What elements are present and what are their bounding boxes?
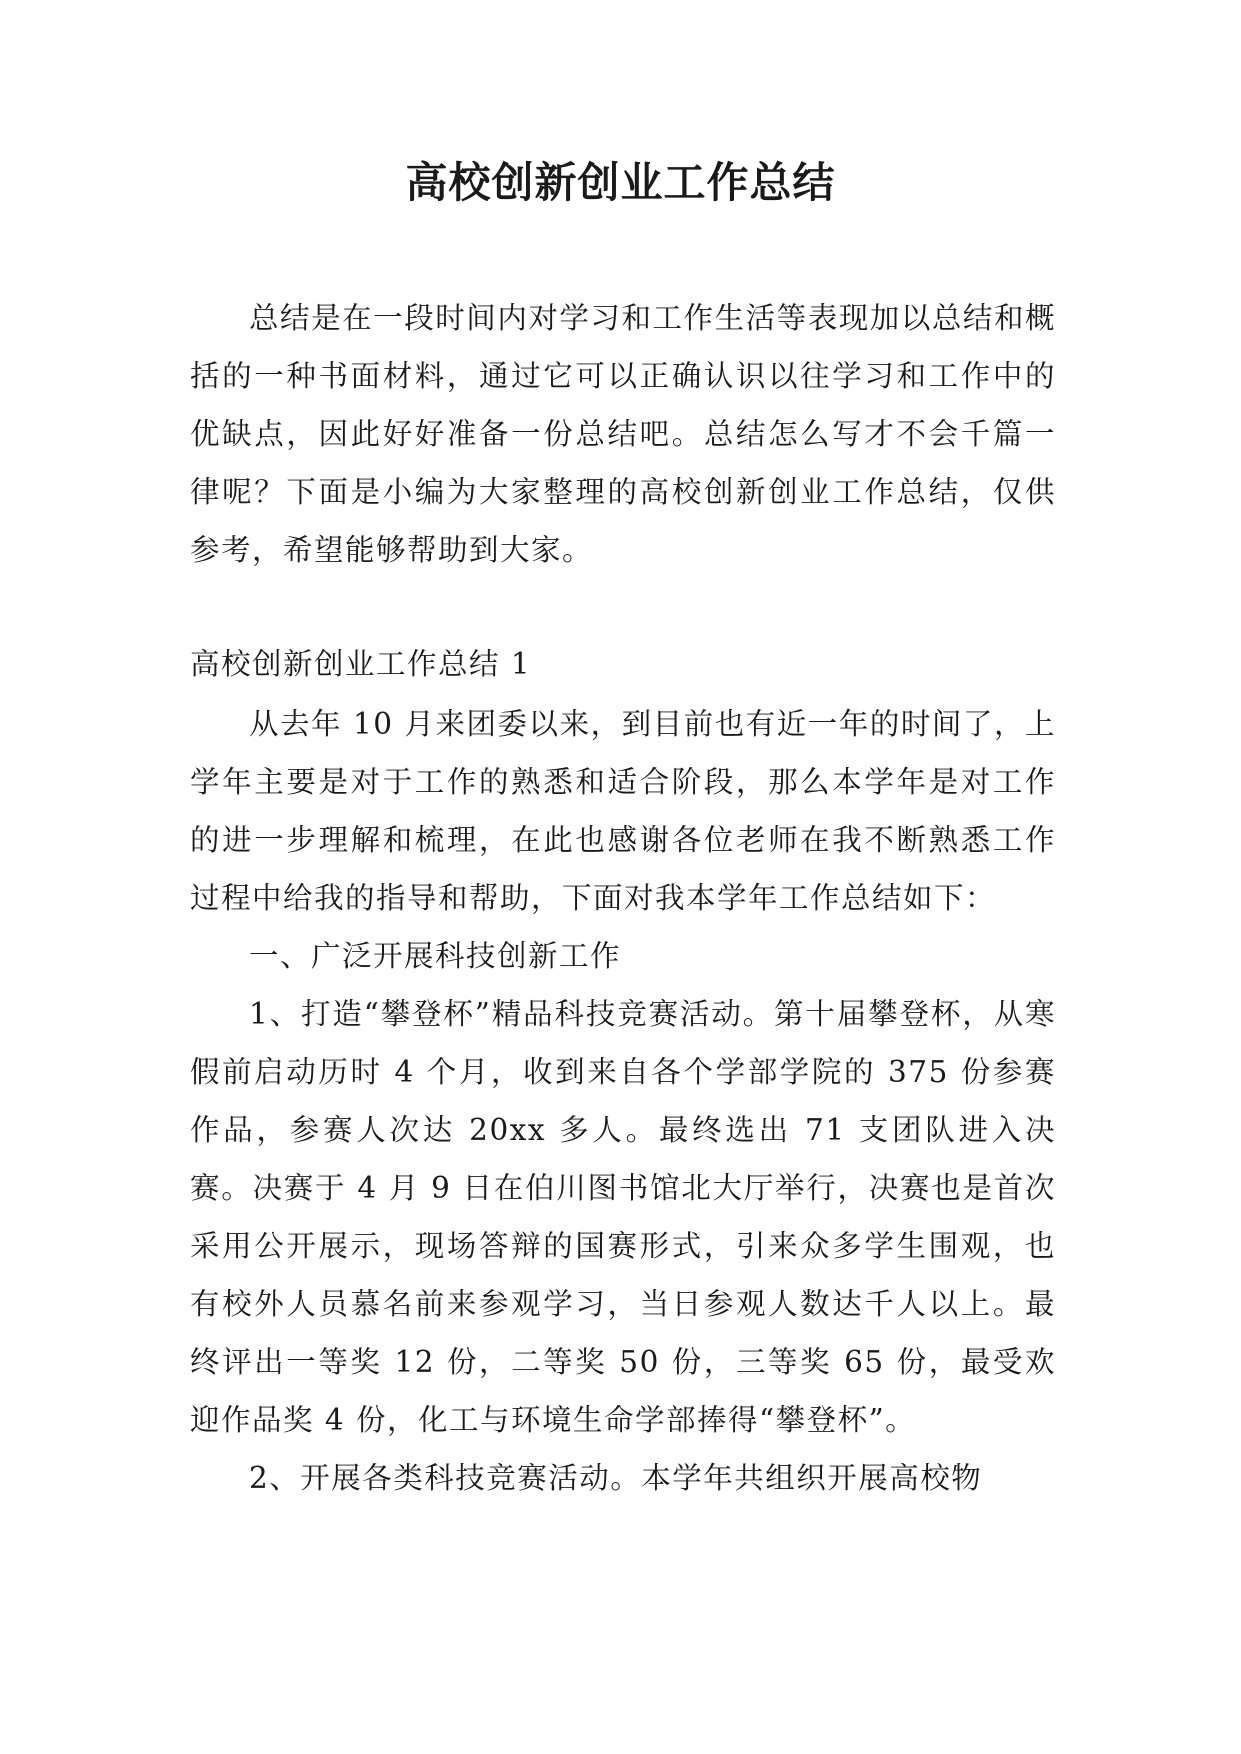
- body-paragraph: 2、开展各类科技竞赛活动。本学年共组织开展高校物: [249, 1461, 983, 1495]
- body-paragraph: 1、打造“攀登杯”精品科技竞赛活动。第十届攀登杯，从寒假前启动历时 4 个月，收到来自各个学部学院的 375 份参赛作品，参赛人次达 20xx 多人。最终选出 71 支团队进入决赛。决赛于 4 月 9 日在伯川图书馆北大厅举行，决赛也是首次采用公开展示，现场答辩的国赛形式，引来众多学生围观，也有校外人员慕名前来参观学习，当日参观人数达千人以上。最终评出一等奖 12 份，二等奖 50 份，三等奖 65 份，最受欢迎作品奖 4 份，化工与环境生命学部捧得“攀登杯”。: [190, 997, 1056, 1437]
- body-paragraph: 从去年 10 月来团委以来，到目前也有近一年的时间了，上学年主要是对于工作的熟悉和适合阶段，那么本学年是对工作的进一步理解和梳理，在此也感谢各位老师在我不断熟悉工作过程中给我的指导和帮助，下面对我本学年工作总结如下：: [190, 707, 1056, 915]
- document-title: 高校创新创业工作总结: [405, 158, 836, 207]
- section-heading: 高校创新创业工作总结 1: [190, 647, 532, 681]
- section-body: [190, 695, 1056, 1507]
- intro-paragraph: 总结是在一段时间内对学习和工作生活等表现加以总结和概括的一种书面材料，通过它可以正确认识以往学习和工作中的优缺点，因此好好准备一份总结吧。总结怎么写才不会千篇一律呢？下面是小编为大家整理的高校创新创业工作总结，仅供参考，希望能够帮助到大家。: [190, 301, 1056, 567]
- subheading-paragraph: 一、广泛开展科技创新工作: [249, 939, 622, 973]
